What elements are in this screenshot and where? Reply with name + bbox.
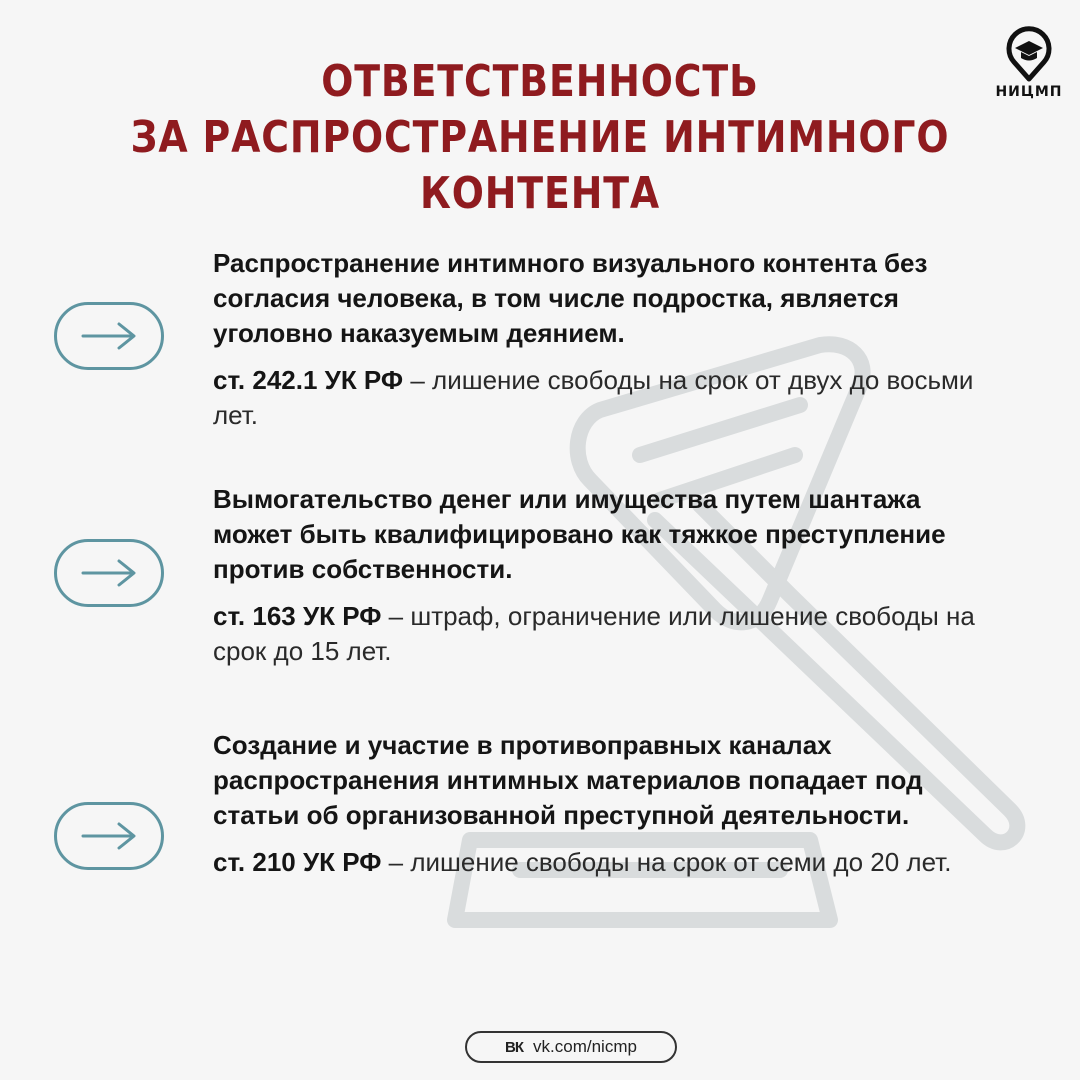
item-penalty: – лишение свободы на срок от двух до восьми лет. xyxy=(213,365,974,430)
arrow-badge-2 xyxy=(54,539,164,607)
title-line-2: ЗА РАСПРОСТРАНЕНИЕ ИНТИМНОГО КОНТЕНТА xyxy=(130,112,950,219)
item-lead: Вымогательство денег или имущества путем шантажа может быть квалифицировано как тяжкое преступление против собственности. xyxy=(213,484,946,584)
list-item-2 xyxy=(213,482,993,669)
item-lead: Создание и участие в противоправных каналах распространения интимных материалов попадает под статьи об организованной преступной деятельности. xyxy=(213,730,923,830)
item-article: ст. 242.1 УК РФ xyxy=(213,365,404,395)
vk-link[interactable] xyxy=(465,1031,677,1063)
item-penalty: – лишение свободы на срок от семи до 20 лет. xyxy=(381,847,952,877)
item-law xyxy=(213,845,993,880)
logo xyxy=(994,26,1064,106)
item-article: ст. 163 УК РФ xyxy=(213,601,382,631)
arrow-right-icon xyxy=(81,322,137,350)
graduation-cap-pin-icon xyxy=(1004,26,1054,82)
arrow-badge-1 xyxy=(54,302,164,370)
arrow-badge-3 xyxy=(54,802,164,870)
item-penalty: – штраф, ограничение или лишение свободы на срок до 15 лет. xyxy=(213,601,975,666)
arrow-right-icon xyxy=(81,559,137,587)
page-title xyxy=(76,54,1005,222)
list-item-3 xyxy=(213,728,993,880)
arrow-right-icon xyxy=(81,822,137,850)
item-law xyxy=(213,599,993,669)
vk-icon: ВК xyxy=(505,1038,524,1056)
list-item-1 xyxy=(213,246,993,433)
item-law xyxy=(213,363,993,433)
logo-text: НИЦМП xyxy=(995,84,1063,100)
item-lead: Распространение интимного визуального контента без согласия человека, в том числе подростка, является уголовно наказуемым деянием. xyxy=(213,248,928,348)
item-article: ст. 210 УК РФ xyxy=(213,847,382,877)
title-line-1: ОТВЕТСТВЕННОСТЬ xyxy=(321,56,759,107)
vk-link-text: vk.com/nicmp xyxy=(533,1037,637,1056)
